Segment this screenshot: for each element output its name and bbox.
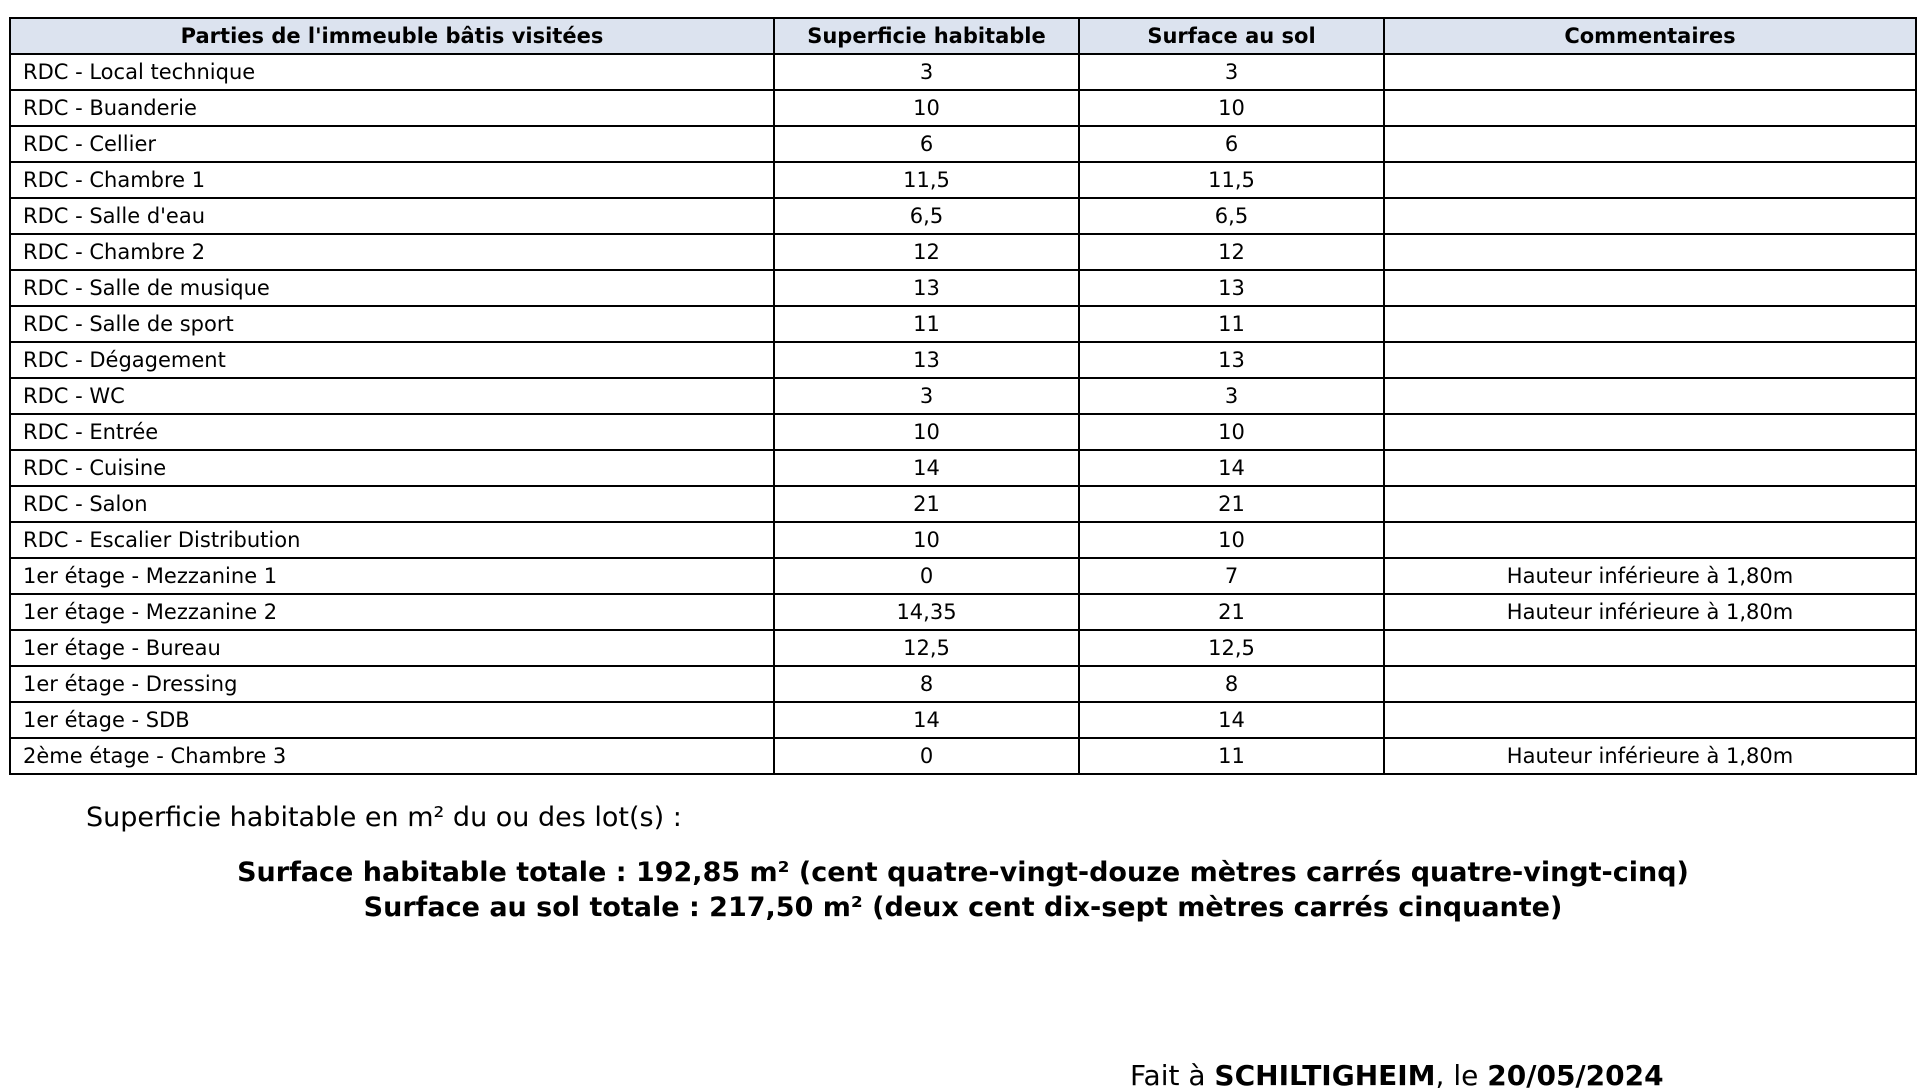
cell-commentaire <box>1384 414 1916 450</box>
cell-superficie-habitable: 14 <box>774 450 1079 486</box>
table-body <box>10 54 1916 774</box>
cell-superficie-habitable: 0 <box>774 738 1079 774</box>
cell-superficie-habitable: 14,35 <box>774 594 1079 630</box>
cell-surface-au-sol: 21 <box>1079 594 1384 630</box>
cell-commentaire: Hauteur inférieure à 1,80m <box>1384 738 1916 774</box>
cell-superficie-habitable: 14 <box>774 702 1079 738</box>
table-row <box>10 162 1916 198</box>
cell-superficie-habitable: 10 <box>774 90 1079 126</box>
table-row <box>10 198 1916 234</box>
table-row <box>10 306 1916 342</box>
cell-partie: RDC - Salle de musique <box>10 270 774 306</box>
cell-partie: RDC - Salon <box>10 486 774 522</box>
cell-superficie-habitable: 12 <box>774 234 1079 270</box>
table-row <box>10 270 1916 306</box>
cell-commentaire <box>1384 234 1916 270</box>
cell-commentaire <box>1384 630 1916 666</box>
cell-surface-au-sol: 21 <box>1079 486 1384 522</box>
cell-superficie-habitable: 3 <box>774 54 1079 90</box>
table-row <box>10 54 1916 90</box>
cell-surface-au-sol: 14 <box>1079 450 1384 486</box>
cell-superficie-habitable: 13 <box>774 270 1079 306</box>
cell-surface-au-sol: 13 <box>1079 270 1384 306</box>
table-row <box>10 378 1916 414</box>
cell-superficie-habitable: 6,5 <box>774 198 1079 234</box>
cell-partie: 1er étage - Dressing <box>10 666 774 702</box>
header-parties: Parties de l'immeuble bâtis visitées <box>10 18 774 54</box>
cell-commentaire <box>1384 522 1916 558</box>
table-row <box>10 522 1916 558</box>
cell-commentaire <box>1384 342 1916 378</box>
cell-partie: RDC - Salle d'eau <box>10 198 774 234</box>
cell-surface-au-sol: 3 <box>1079 378 1384 414</box>
cell-partie: RDC - Local technique <box>10 54 774 90</box>
signature-date: 20/05/2024 <box>1487 1059 1664 1092</box>
cell-superficie-habitable: 11 <box>774 306 1079 342</box>
table-row <box>10 450 1916 486</box>
table-row <box>10 486 1916 522</box>
cell-surface-au-sol: 8 <box>1079 666 1384 702</box>
table-row <box>10 630 1916 666</box>
cell-surface-au-sol: 10 <box>1079 90 1384 126</box>
cell-superficie-habitable: 10 <box>774 414 1079 450</box>
cell-surface-au-sol: 11 <box>1079 306 1384 342</box>
cell-commentaire <box>1384 54 1916 90</box>
cell-surface-au-sol: 11,5 <box>1079 162 1384 198</box>
cell-commentaire <box>1384 666 1916 702</box>
table-row <box>10 90 1916 126</box>
cell-partie: 1er étage - Mezzanine 2 <box>10 594 774 630</box>
cell-partie: RDC - Cuisine <box>10 450 774 486</box>
cell-superficie-habitable: 3 <box>774 378 1079 414</box>
table-row <box>10 666 1916 702</box>
cell-partie: RDC - WC <box>10 378 774 414</box>
cell-commentaire <box>1384 126 1916 162</box>
cell-partie: RDC - Chambre 1 <box>10 162 774 198</box>
summary-label: Superficie habitable en m² du ou des lot(s) : <box>86 802 682 833</box>
cell-superficie-habitable: 12,5 <box>774 630 1079 666</box>
table-row <box>10 414 1916 450</box>
cell-commentaire <box>1384 162 1916 198</box>
cell-partie: RDC - Escalier Distribution <box>10 522 774 558</box>
signature-middle: , le <box>1435 1059 1488 1092</box>
cell-superficie-habitable: 13 <box>774 342 1079 378</box>
cell-commentaire <box>1384 702 1916 738</box>
cell-partie: RDC - Salle de sport <box>10 306 774 342</box>
header-superficie-habitable: Superficie habitable <box>774 18 1079 54</box>
cell-commentaire <box>1384 378 1916 414</box>
cell-partie: 1er étage - Bureau <box>10 630 774 666</box>
cell-partie: 2ème étage - Chambre 3 <box>10 738 774 774</box>
cell-superficie-habitable: 10 <box>774 522 1079 558</box>
cell-commentaire <box>1384 270 1916 306</box>
cell-commentaire: Hauteur inférieure à 1,80m <box>1384 558 1916 594</box>
signature-prefix: Fait à <box>1130 1059 1215 1092</box>
cell-surface-au-sol: 10 <box>1079 414 1384 450</box>
cell-partie: RDC - Entrée <box>10 414 774 450</box>
cell-partie: 1er étage - SDB <box>10 702 774 738</box>
cell-commentaire <box>1384 198 1916 234</box>
cell-partie: 1er étage - Mezzanine 1 <box>10 558 774 594</box>
cell-partie: RDC - Chambre 2 <box>10 234 774 270</box>
table-row <box>10 558 1916 594</box>
cell-commentaire <box>1384 90 1916 126</box>
cell-superficie-habitable: 8 <box>774 666 1079 702</box>
cell-commentaire <box>1384 306 1916 342</box>
table-row <box>10 594 1916 630</box>
cell-surface-au-sol: 10 <box>1079 522 1384 558</box>
totals-block <box>0 855 1926 925</box>
cell-surface-au-sol: 13 <box>1079 342 1384 378</box>
cell-surface-au-sol: 11 <box>1079 738 1384 774</box>
header-surface-au-sol: Surface au sol <box>1079 18 1384 54</box>
cell-partie: RDC - Cellier <box>10 126 774 162</box>
cell-surface-au-sol: 12,5 <box>1079 630 1384 666</box>
cell-surface-au-sol: 6 <box>1079 126 1384 162</box>
cell-partie: RDC - Dégagement <box>10 342 774 378</box>
table-row <box>10 342 1916 378</box>
cell-commentaire: Hauteur inférieure à 1,80m <box>1384 594 1916 630</box>
cell-superficie-habitable: 11,5 <box>774 162 1079 198</box>
header-commentaires: Commentaires <box>1384 18 1916 54</box>
table-row <box>10 234 1916 270</box>
signature-city: SCHILTIGHEIM <box>1214 1059 1436 1092</box>
total-sol: Surface au sol totale : 217,50 m² (deux cent dix-sept mètres carrés cinquante) <box>363 892 1563 923</box>
signature-line <box>1130 1060 1664 1092</box>
cell-surface-au-sol: 14 <box>1079 702 1384 738</box>
table-row <box>10 126 1916 162</box>
cell-surface-au-sol: 3 <box>1079 54 1384 90</box>
table-header-row <box>10 18 1916 54</box>
surface-table <box>9 17 1917 775</box>
cell-surface-au-sol: 6,5 <box>1079 198 1384 234</box>
total-habitable: Surface habitable totale : 192,85 m² (cent quatre-vingt-douze mètres carrés quatre-vingt-cinq) <box>237 857 1689 888</box>
cell-superficie-habitable: 0 <box>774 558 1079 594</box>
cell-surface-au-sol: 7 <box>1079 558 1384 594</box>
cell-superficie-habitable: 21 <box>774 486 1079 522</box>
cell-commentaire <box>1384 486 1916 522</box>
cell-surface-au-sol: 12 <box>1079 234 1384 270</box>
table-row <box>10 738 1916 774</box>
cell-partie: RDC - Buanderie <box>10 90 774 126</box>
cell-commentaire <box>1384 450 1916 486</box>
table-row <box>10 702 1916 738</box>
cell-superficie-habitable: 6 <box>774 126 1079 162</box>
